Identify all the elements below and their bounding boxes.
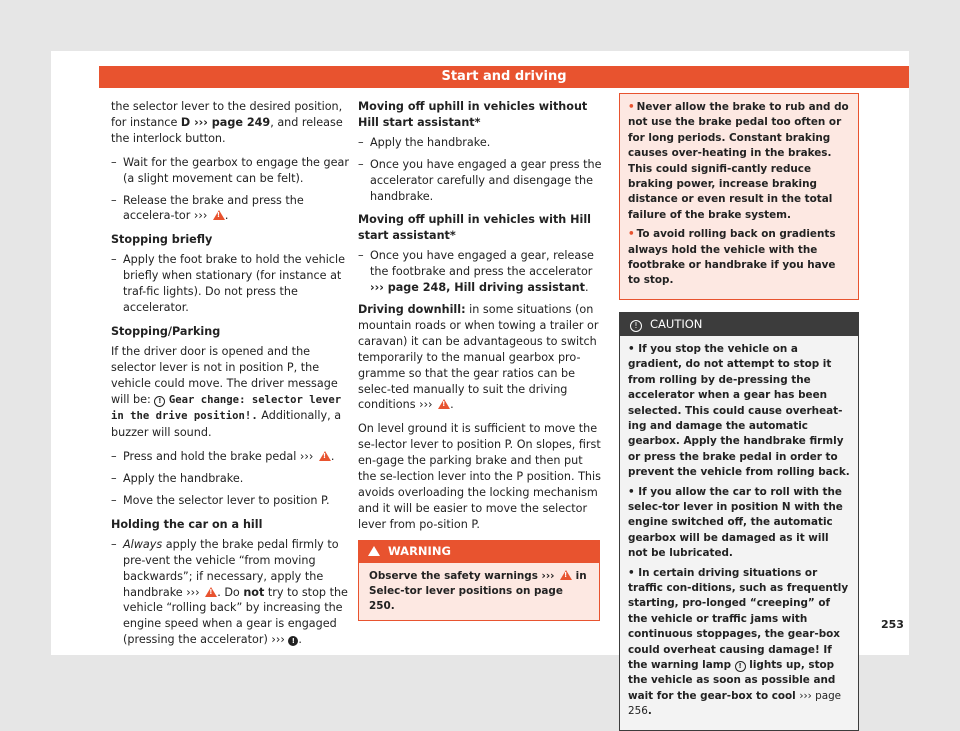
caution-box-body — [620, 336, 858, 730]
warning-item: • Never allow the brake to rub and do not use the brake pedal too often or for long periods. Constant braking causes over-heating in the brakes. This could signifi-cantly reduce braking power, increase braking distance or even result in the total failure of the brake system. — [628, 101, 849, 221]
caution-circle-icon: ! — [288, 636, 298, 646]
column-3 — [619, 93, 859, 731]
list-item: – Apply the handbrake. — [111, 471, 351, 487]
heading-holding-hill: Holding the car on a hill — [111, 517, 263, 531]
bullet-dot-icon: • — [628, 228, 635, 241]
parking-paragraph: If the driver door is opened and the selector lever is not in position P, the vehicle could move. The driver message will be: ! Gear change: selector lever in the drive position!. Additionally, a buzzer will sound. — [111, 344, 342, 440]
heading-uphill-with-assist: Moving off uphill in vehicles with Hill start assistant* — [358, 213, 592, 243]
heading-stopping-briefly: Stopping briefly — [111, 233, 213, 247]
manual-page — [51, 51, 909, 718]
caution-box-header: ! CAUTION — [620, 313, 858, 336]
warning-triangle-icon — [560, 570, 572, 580]
warning-continued-box — [619, 93, 859, 300]
info-circle-icon: ! — [154, 396, 165, 407]
list-item: – Once you have engaged a gear, release the footbrake and press the accelerator ››› page 248, Hill driving assistant. — [358, 248, 602, 296]
driving-downhill-paragraph: Driving downhill: in some situations (on mountain roads or when towing a trailer or caravan) it can be advantageous to switch temporarily to the manual gearbox pro-gramme so that the gear ratios can be selec-ted manually to suit the driving conditions ››› ! . — [358, 302, 602, 413]
warning-triangle-icon — [213, 210, 225, 220]
list-item: – Move the selector lever to position P. — [111, 493, 351, 509]
column-1 — [111, 99, 351, 654]
warning-triangle-icon — [438, 399, 450, 409]
heading-stopping-parking: Stopping/Parking — [111, 324, 221, 338]
warning-box-header: WARNING — [358, 540, 600, 563]
page-ref-link[interactable]: D ››› page 249 — [180, 115, 271, 129]
level-ground-paragraph: On level ground it is sufficient to move the se-lector lever to position P. On slopes, first en-gage the parking brake and then put the se-lection lever into the P position. This avoids overloading the locking mechanism and it will be easier to move the selector lever from po-sition P. — [358, 422, 601, 531]
column-2 — [358, 99, 602, 541]
driver-message: Gear change: selector lever in the drive position!. — [111, 393, 342, 423]
warning-triangle-icon — [205, 587, 217, 597]
caution-item: • In certain driving situations or traffic con-ditions, such as frequently starting, pro-longed “creeping” of the vehicle or traffic jams with continuous stoppages, the gear-box could overheat causing damage! If the warning lamp ! lights up, stop the vehicle as soon as possible and wait for the gear-box to cool ››› page 256. — [628, 566, 849, 718]
warning-box — [358, 540, 600, 621]
bullet-dot-icon: • — [628, 342, 639, 355]
list-item: – Apply the foot brake to hold the vehicle briefly when stationary (for instance at traf-fic lights). Do not press the accelerator. — [111, 252, 351, 316]
heading-uphill-without-assist: Moving off uphill in vehicles without Hill start assistant* — [358, 100, 588, 129]
list-item: – Once you have engaged a gear press the accelerator carefully and disengage the handbrake. — [358, 157, 602, 205]
caution-item: • If you stop the vehicle on a gradient, do not attempt to stop it from rolling by de-pressing the accelerator when a gear has been selected. This could cause overheat-ing and damage the automatic gearbox. Apply the handbrake firmly or press the brake pedal in order to prevent the vehicle from rolling back. — [628, 342, 850, 479]
warning-triangle-icon — [368, 546, 380, 556]
warning-lamp-icon: ! — [735, 661, 746, 672]
bullet-dot-icon: • — [628, 566, 639, 579]
bullet-dot-icon: • — [628, 485, 639, 498]
list-item: – Press and hold the brake pedal ››› ! . — [111, 449, 351, 465]
page-ref-link[interactable]: ››› page 256 — [628, 689, 842, 718]
caution-circle-icon: ! — [630, 320, 642, 332]
list-item: – Always apply the brake pedal firmly to pre-vent the vehicle “from moving backwards”; if necessary, apply the handbrake ››› ! . Do not try to stop the vehicle “rolling back” by increasing the engine speed when a gear is engaged (pressing the accelerator) ››› ! . — [111, 537, 351, 648]
list-item: – Wait for the gearbox to engage the gear (a slight movement can be felt). — [111, 155, 351, 187]
warning-item: • To avoid rolling back on gradients always hold the vehicle with the footbrake or handbrake if you have to stop. — [628, 228, 836, 287]
caution-item: • If you allow the car to roll with the selec-tor lever in position N with the engine switched off, the automatic gearbox will be damaged as it will not be lubricated. — [628, 485, 843, 560]
page-ref-link[interactable]: ››› page 248, Hill driving assistant — [370, 281, 585, 295]
bullet-dot-icon: • — [628, 101, 635, 113]
warning-triangle-icon — [319, 451, 331, 461]
caution-box — [619, 312, 859, 731]
warning-box-body: Observe the safety warnings ››› ! in Selec-tor lever positions on page 250. — [358, 563, 600, 621]
list-item: – Release the brake and press the accelera-tor ››› ! . — [111, 193, 351, 225]
section-header: Start and driving — [99, 66, 909, 88]
page-number: 253 — [881, 618, 904, 631]
list-item: – Apply the handbrake. — [358, 135, 602, 151]
intro-paragraph: the selector lever to the desired position, for instance D ››› page 249, and release the interlock button. — [111, 100, 343, 145]
